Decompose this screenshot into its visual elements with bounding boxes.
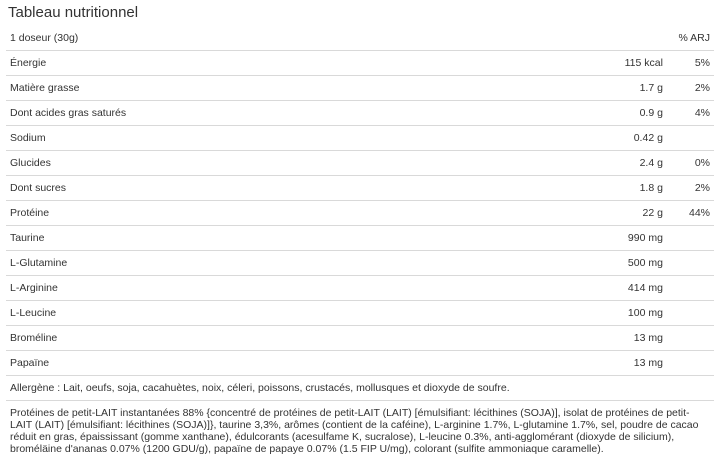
nutrient-value: 22 g (444, 201, 667, 226)
table-row (6, 301, 714, 326)
table-row (6, 151, 714, 176)
nutrient-value: 1.8 g (444, 176, 667, 201)
nutrient-value: 115 kcal (444, 51, 667, 76)
table-row (6, 351, 714, 376)
table-row (6, 51, 714, 76)
nutrient-value: 0.42 g (444, 126, 667, 151)
nutrient-value: 990 mg (444, 226, 667, 251)
nutrient-percent (667, 126, 714, 151)
nutrient-percent: 0% (667, 151, 714, 176)
nutrient-percent: 4% (667, 101, 714, 126)
table-row (6, 251, 714, 276)
nutrient-name: L-Glutamine (6, 251, 444, 276)
nutrient-name: Sodium (6, 126, 444, 151)
allergen-row (6, 376, 714, 401)
nutrient-percent: 5% (667, 51, 714, 76)
nutrient-percent (667, 301, 714, 326)
ingredients-text: Protéines de petit-LAIT instantanées 88% {concentré de protéines de petit-LAIT (LAIT) [émulsifiant: lécithines (SOJA)], isolat de protéines de petit-LAIT (LAIT) [émulsifiant: lécithines (SOJA)]}, taurine 3,3%, arômes (contient de la caféine), L-arginine 1.7%, L-glutamine 1.7%, sel, poudre de cacao réduit en gras, épaississant (gomme xanthane), édulcorants (acesulfame K, sucralose), L-leucine 0.3%, anti-agglomérant (dioxyde de silicium), broméläine d'ananas 0.07% (1200 GDU/g), papaïne de papaye 0.07% (1.5 FIP U/mg), colorant (sulfite ammoniaque caramelle). (6, 401, 714, 461)
table-row (6, 101, 714, 126)
allergen-text: Allergène : Lait, oeufs, soja, cacahuètes, noix, céleri, poissons, crustacés, mollusques et dioxyde de soufre. (6, 376, 714, 401)
table-header-row (6, 30, 714, 51)
nutrient-value: 500 mg (444, 251, 667, 276)
nutrition-table (6, 30, 714, 461)
nutrient-name: Papaïne (6, 351, 444, 376)
nutrient-value: 1.7 g (444, 76, 667, 101)
nutrient-name: Énergie (6, 51, 444, 76)
nutrient-percent: 2% (667, 176, 714, 201)
nutrient-name: Taurine (6, 226, 444, 251)
nutrient-value: 0.9 g (444, 101, 667, 126)
table-row (6, 126, 714, 151)
nutrient-value: 13 mg (444, 326, 667, 351)
value-column-header (444, 30, 667, 51)
nutrition-table-body (6, 30, 714, 461)
nutrient-percent (667, 276, 714, 301)
nutrient-name: Broméline (6, 326, 444, 351)
table-row (6, 226, 714, 251)
table-row (6, 326, 714, 351)
ingredients-row (6, 401, 714, 461)
table-row (6, 176, 714, 201)
nutrient-percent: 44% (667, 201, 714, 226)
table-row (6, 276, 714, 301)
table-row (6, 76, 714, 101)
nutrient-percent: 2% (667, 76, 714, 101)
nutrient-name: L-Arginine (6, 276, 444, 301)
nutrient-percent (667, 351, 714, 376)
page-title: Tableau nutritionnel (6, 0, 714, 30)
nutrient-name: Dont sucres (6, 176, 444, 201)
nutrient-value: 2.4 g (444, 151, 667, 176)
nutrient-value: 414 mg (444, 276, 667, 301)
nutrient-percent (667, 251, 714, 276)
nutrient-name: Protéine (6, 201, 444, 226)
nutrient-name: Dont acides gras saturés (6, 101, 444, 126)
nutrient-value: 13 mg (444, 351, 667, 376)
serving-size-label: 1 doseur (30g) (6, 30, 444, 51)
nutrient-value: 100 mg (444, 301, 667, 326)
table-row (6, 201, 714, 226)
nutrient-percent (667, 226, 714, 251)
nutrient-name: L-Leucine (6, 301, 444, 326)
nutrient-name: Glucides (6, 151, 444, 176)
percent-column-header: % ARJ (667, 30, 714, 51)
nutrient-name: Matière grasse (6, 76, 444, 101)
nutrient-percent (667, 326, 714, 351)
